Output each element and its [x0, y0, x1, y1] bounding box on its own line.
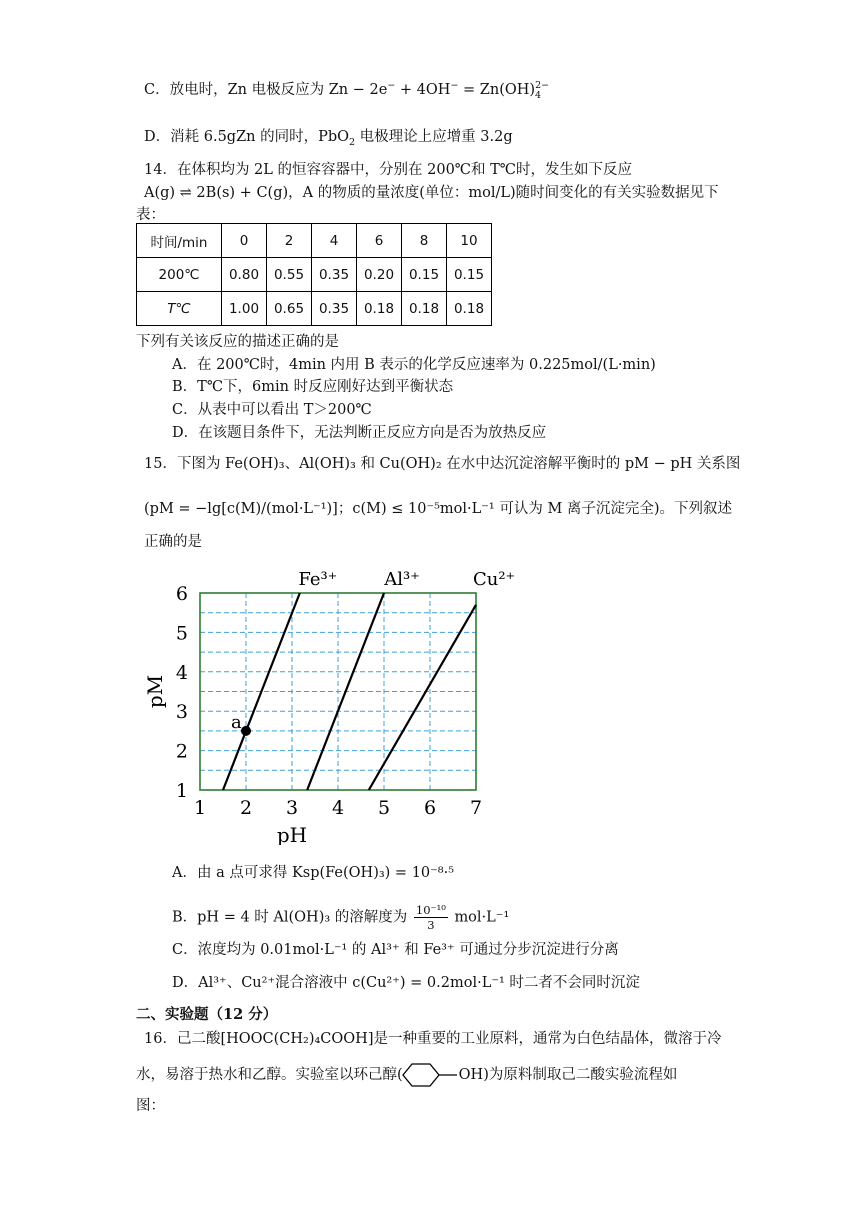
table-cell: 0 — [222, 224, 267, 258]
x-axis-label: pH — [276, 823, 308, 845]
table-cell: 0.15 — [447, 258, 492, 292]
table-row — [137, 292, 492, 326]
table-cell: 1.00 — [222, 292, 267, 326]
q15-option-b-unit: mol·L⁻¹ — [454, 909, 510, 926]
table-cell: 6 — [357, 224, 402, 258]
table-cell: 10 — [447, 224, 492, 258]
y-tick-label: 6 — [175, 583, 188, 605]
table-header-row — [137, 224, 492, 258]
q14-option-d: D．在该题目条件下，无法判断正反应方向是否为放热反应 — [172, 425, 547, 441]
q16-line2-rest: )为原料制取己二酸实验流程如 — [483, 1067, 678, 1083]
y-tick-label: 5 — [175, 622, 188, 645]
q15-option-c: C．浓度均为 0.01mol·L⁻¹ 的 Al³⁺ 和 Fe³⁺ 可通过分步沉淀进行分离 — [172, 942, 619, 958]
table-cell: 0.18 — [402, 292, 447, 326]
table-cell: 0.80 — [222, 258, 267, 292]
q14-option-c: C．从表中可以看出 T＞200℃ — [172, 402, 372, 418]
q13-option-d: D．消耗 6.5gZn 的同时，PbO$_2$ 电极理论上应增重 3.2g — [144, 129, 513, 148]
x-tick-label: 7 — [469, 797, 483, 819]
table-cell: 4 — [312, 224, 357, 258]
chart-series — [223, 593, 476, 790]
series-label: Cu²⁺ — [472, 569, 516, 590]
table-cell: 0.35 — [312, 258, 357, 292]
point-a-label: a — [231, 711, 242, 733]
fraction-numerator: 10⁻¹⁰ — [415, 903, 446, 917]
y-tick-label: 4 — [175, 661, 188, 684]
q14-prompt: 下列有关该反应的描述正确的是 — [136, 334, 339, 350]
table-cell: 0.18 — [357, 292, 402, 326]
x-tick-label: 3 — [285, 797, 299, 819]
table-cell: 200℃ — [137, 258, 222, 292]
section-heading: 二、实验题（12 分） — [136, 1006, 278, 1023]
x-tick-label: 5 — [377, 797, 391, 819]
q14-stem-line2: A(g) ⇌ 2B(s) + C(g)，A 的物质的量浓度(单位：mol/L)随时间变化的有关实验数据见下 — [144, 185, 719, 201]
q15-option-b-text: B．pH = 4 时 Al(OH)₃ 的溶解度为 — [172, 909, 408, 926]
table-cell: 时间/min — [137, 224, 222, 258]
q15-stem-line2: (pM = −lg[c(M)/(mol·L⁻¹)]；c(M) ≤ 10⁻⁵mol·L⁻¹ 可认为 M 离子沉淀完全)。下列叙述 — [144, 501, 733, 517]
q16-stem-line1: 16．己二酸[HOOC(CH₂)₄COOH]是一种重要的工业原料，通常为白色结晶体，微溶于冷 — [144, 1031, 722, 1047]
q15-stem-line1: 15．下图为 Fe(OH)₃、Al(OH)₃ 和 Cu(OH)₂ 在水中达沉淀溶解平衡时的 pM − pH 关系图 — [144, 456, 741, 472]
q15-option-d: D．Al³⁺、Cu²⁺混合溶液中 c(Cu²⁺) = 0.2mol·L⁻¹ 时二者不会同时沉淀 — [172, 975, 640, 991]
chart-ticks — [176, 583, 482, 819]
q16-stem-line2 — [136, 1060, 677, 1090]
table-cell: 0.55 — [267, 258, 312, 292]
q16-stem-line3: 图： — [136, 1098, 165, 1114]
x-tick-label: 4 — [331, 797, 345, 819]
table-cell: 0.20 — [357, 258, 402, 292]
q13-option-c: C．放电时，Zn 电极反应为 $Zn - 2e^- + 4OH^- = Zn(OH)_4^{2-}$ — [144, 80, 550, 101]
x-tick-label: 2 — [239, 797, 253, 819]
y-tick-label: 2 — [175, 740, 188, 763]
q15-stem-line3: 正确的是 — [144, 534, 202, 550]
table-cell: 0.65 — [267, 292, 312, 326]
y-tick-label: 3 — [175, 701, 188, 724]
y-tick-label: 1 — [175, 780, 188, 802]
y-axis-label: pM — [143, 674, 167, 709]
point-a-marker — [241, 726, 251, 736]
q14-option-a: A．在 200℃时，4min 内用 B 表示的化学反应速率为 0.225mol/(L·min) — [172, 357, 656, 373]
fraction-denominator: 3 — [427, 918, 435, 932]
series-label: Al³⁺ — [384, 569, 420, 590]
q16-line2-text: 水，易溶于热水和乙醇。实验室以环己醇( — [136, 1067, 403, 1083]
q14-stem-line1: 14．在体积均为 2L 的恒容容器中，分别在 200℃和 T℃时，发生如下反应 — [144, 162, 633, 178]
table-cell: T℃ — [137, 292, 222, 326]
cyclohexane-ring-icon — [399, 1060, 459, 1090]
q14-option-b: B．T℃下，6min 时反应刚好达到平衡状态 — [172, 379, 454, 395]
chart-grid — [200, 593, 476, 790]
table-row — [137, 258, 492, 292]
q14-data-table — [136, 223, 492, 326]
q15-option-b — [172, 903, 509, 932]
series-label: Fe³⁺ — [298, 569, 338, 590]
q15-option-a: A．由 a 点可求得 Ksp(Fe(OH)₃) = 10⁻⁸·⁵ — [172, 865, 455, 881]
table-cell: 2 — [267, 224, 312, 258]
x-tick-label: 1 — [193, 797, 207, 819]
table-cell: 0.35 — [312, 292, 357, 326]
table-cell: 8 — [402, 224, 447, 258]
table-cell: 0.18 — [447, 292, 492, 326]
pm-ph-chart — [140, 560, 520, 845]
q14-stem-line3: 表： — [136, 207, 165, 223]
table-cell: 0.15 — [402, 258, 447, 292]
solubility-fraction — [414, 903, 448, 932]
x-tick-label: 6 — [423, 797, 437, 819]
hydroxyl-label: OH — [458, 1067, 484, 1083]
